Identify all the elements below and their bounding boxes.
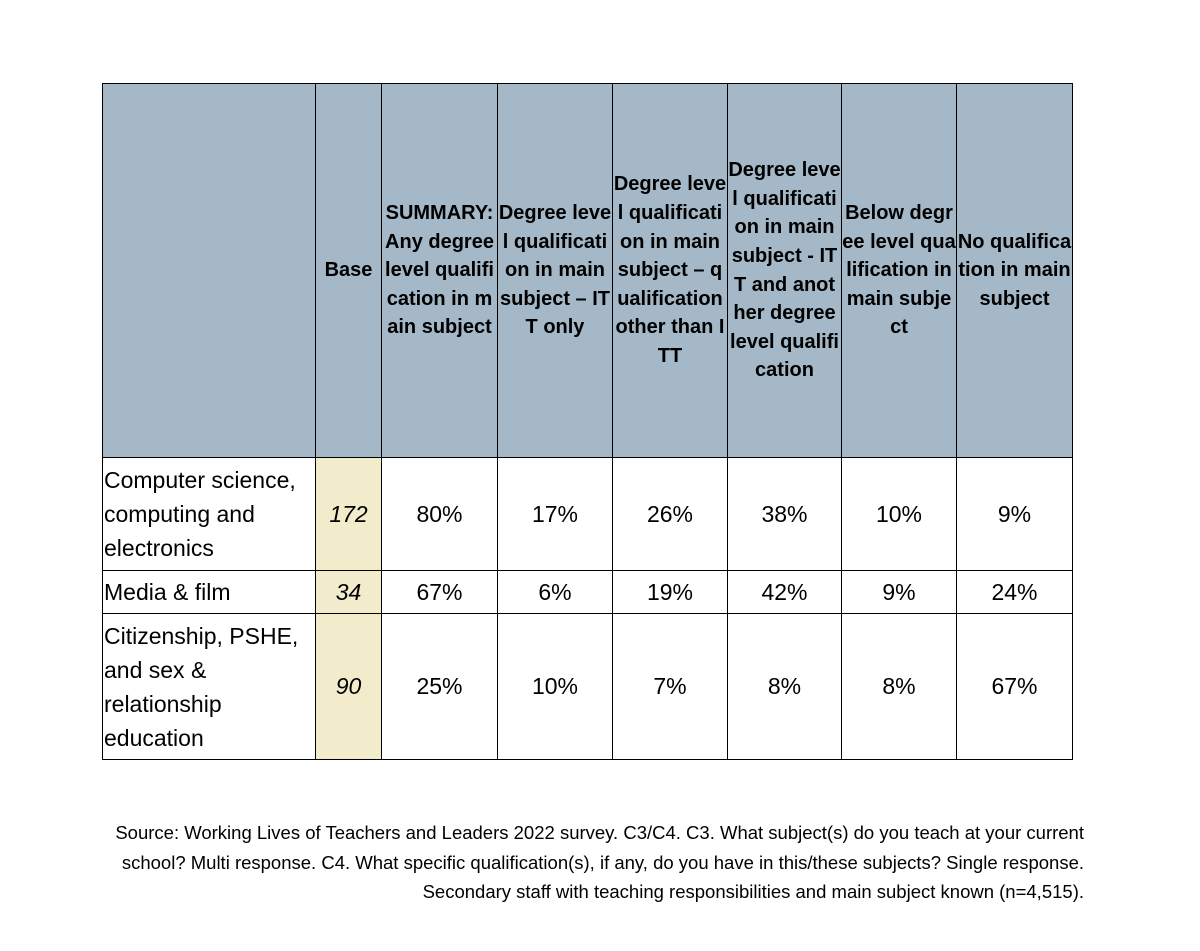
- value-cell: 8%: [728, 614, 842, 760]
- header-degree-itt-and-another: Degree level qualification in main subject - ITT and another degree level qualification: [728, 84, 842, 458]
- value-cell: 19%: [613, 571, 728, 614]
- header-row: [103, 84, 1073, 458]
- table-row: [103, 614, 1073, 760]
- header-base: Base: [316, 84, 382, 458]
- row-label: Citizenship, PSHE, and sex & relationship education: [103, 614, 316, 760]
- value-cell: 24%: [957, 571, 1073, 614]
- header-degree-itt-only: Degree level qualification in main subject – ITT only: [498, 84, 613, 458]
- header-no-qualification: No qualification in main subject: [957, 84, 1073, 458]
- value-cell: 80%: [382, 458, 498, 571]
- value-cell: 25%: [382, 614, 498, 760]
- value-cell: 10%: [842, 458, 957, 571]
- source-note: Source: Working Lives of Teachers and Leaders 2022 survey. C3/C4. C3. What subject(s) do you teach at your current school? Multi response. C4. What specific qualification(s), if any, do you have in this/these subjects? Single response. Secondary staff with teaching responsibilities and main subject known (n=4,515).: [115, 822, 1084, 902]
- row-label: Media & film: [103, 571, 316, 614]
- value-cell: 9%: [842, 571, 957, 614]
- value-cell: 8%: [842, 614, 957, 760]
- header-subject: [103, 84, 316, 458]
- header-summary-any-degree: SUMMARY: Any degree level qualification in main subject: [382, 84, 498, 458]
- qualification-table: [102, 83, 1073, 760]
- value-cell: 26%: [613, 458, 728, 571]
- header-below-degree: Below degree level qualification in main subject: [842, 84, 957, 458]
- base-value: 90: [316, 614, 382, 760]
- value-cell: 6%: [498, 571, 613, 614]
- value-cell: 7%: [613, 614, 728, 760]
- value-cell: 67%: [957, 614, 1073, 760]
- value-cell: 38%: [728, 458, 842, 571]
- table-row: [103, 458, 1073, 571]
- base-value: 34: [316, 571, 382, 614]
- value-cell: 9%: [957, 458, 1073, 571]
- row-label: Computer science, computing and electronics: [103, 458, 316, 571]
- value-cell: 42%: [728, 571, 842, 614]
- value-cell: 17%: [498, 458, 613, 571]
- table-row: [103, 571, 1073, 614]
- header-degree-other-than-itt: Degree level qualification in main subject – qualification other than ITT: [613, 84, 728, 458]
- value-cell: 10%: [498, 614, 613, 760]
- base-value: 172: [316, 458, 382, 571]
- value-cell: 67%: [382, 571, 498, 614]
